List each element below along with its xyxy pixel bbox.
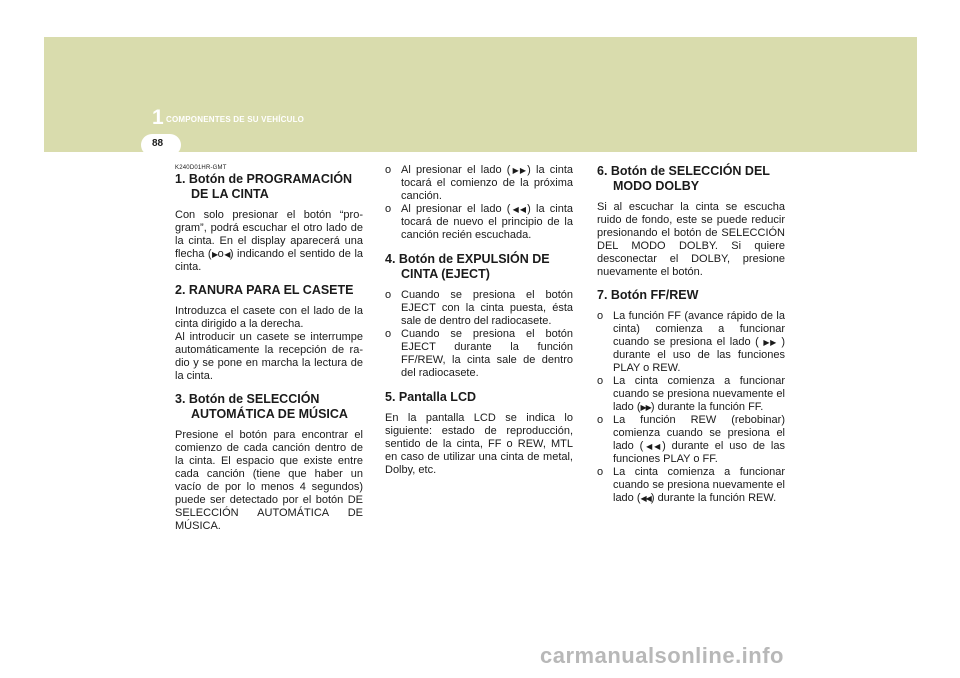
- section-1-title: [175, 172, 363, 202]
- chapter-title: COMPONENTES DE SU VEHÍCULO: [166, 115, 305, 124]
- list-item: [385, 289, 573, 328]
- section-5-text: En la pantalla LCD se indica lo siguiente: estado de reproducción, sentido de la cinta, FF o REW, MTL en caso de utilizar una cinta de metal, Dolby, etc.: [385, 412, 573, 476]
- eject-bullets: [385, 289, 573, 380]
- section-1-text-a: Con solo presionar el botón “pro-gram”, podrá escuchar el otro lado de la cinta. En el display aparecerá una flecha (: [175, 209, 363, 260]
- fast-forward-icon: ▶▶: [640, 403, 651, 412]
- bullet-text-b: ) durante la función REW.: [650, 492, 777, 504]
- section-4-title: [385, 252, 573, 282]
- list-item: [597, 414, 785, 466]
- bullet-text-a: Al presionar el lado (: [401, 164, 511, 176]
- bullet-text-a: Al presionar el lado (: [401, 203, 511, 215]
- list-item: [385, 203, 573, 242]
- section-2-text-2: Al introducir un casete se interrumpe automáticamente la recepción de ra-dio y se pone en marcha la lectura de la cinta.: [175, 331, 363, 382]
- rewind-icon: ◀◀: [643, 442, 663, 451]
- list-item: [597, 375, 785, 414]
- section-6-title-line2: MODO DOLBY: [613, 179, 700, 193]
- section-7-title: 7. Botón FF/REW: [597, 288, 699, 302]
- bullet-text-a: La cinta comienza a funcionar cuando se presiona nuevamente el lado (: [613, 466, 785, 504]
- list-item: [385, 328, 573, 380]
- column-3: [597, 164, 785, 515]
- page-number: 88: [152, 138, 164, 149]
- section-2-text-1: Introduzca el casete con el lado de la cinta dirigido a la derecha.: [175, 305, 363, 330]
- column-2: [385, 164, 573, 486]
- list-item: [597, 310, 785, 375]
- list-item: [597, 466, 785, 505]
- section-1-text: [175, 209, 363, 274]
- section-code: K240D01HR-GMT: [175, 165, 227, 171]
- section-1-title-line2: DE LA CINTA: [191, 187, 269, 201]
- bullet-text-a: La cinta comienza a funcionar cuando se presiona nuevamente el lado (: [613, 375, 785, 413]
- bullet-mark: o: [597, 375, 604, 387]
- bullet-text-b: ) durante la función FF.: [650, 401, 764, 413]
- chapter-number: 1: [152, 106, 164, 129]
- rewind-icon: ◀◀: [640, 494, 651, 503]
- ff-rew-bullets: [597, 310, 785, 505]
- bullet-text-b: ) durante el uso de las funciones PLAY o REW.: [613, 336, 785, 374]
- bullet-mark: o: [385, 328, 392, 340]
- right-arrow-icon: ▶: [211, 250, 218, 259]
- section-3-title: [175, 392, 363, 422]
- bullet-mark: o: [597, 466, 604, 478]
- bullet-mark: o: [385, 203, 392, 215]
- section-3-title-line2: AUTOMÁTICA DE MÚSICA: [191, 407, 348, 421]
- section-4-title-line1: 4. Botón de EXPULSIÓN DE: [385, 252, 550, 266]
- section-6-title: [597, 164, 785, 194]
- bullet-text-b: ) la cinta tocará el comienzo de la próxima canción.: [401, 164, 573, 202]
- bullet-mark: o: [597, 310, 604, 322]
- bullet-mark: o: [385, 289, 392, 301]
- fast-forward-icon: ▶▶: [510, 166, 528, 175]
- bullet-text-a: La función REW (rebobinar) comienza cuando se presiona el lado (: [613, 414, 785, 452]
- rewind-icon: ◀◀: [510, 205, 528, 214]
- section-1-text-o: o: [217, 248, 224, 260]
- section-3-text: Presione el botón para encontrar el comienzo de cada canción dentro de la cinta. El espacio que existe entre cada canción (tiene que haber un vacío de por lo menos 4 segundos) puede ser detectado por el botón DE SELECCIÓN AUTOMÁTICA DE MÚSICA.: [175, 429, 363, 532]
- bullet-text-a: La función FF (avance rápido de la cinta) comienza a funcionar cuando se presiona el lado (: [613, 310, 785, 348]
- left-arrow-icon: ◀: [223, 250, 230, 259]
- bullet-text-b: ) la cinta tocará de nuevo el principio de la canción recién escuchada.: [401, 203, 573, 241]
- section-6-text: Si al escuchar la cinta se escucha ruido de fondo, este se puede reducir presionando el botón de SELECCIÓN DEL MODO DOLBY. Si quiere desconectar el DOLBY, presione nuevamente el botón.: [597, 201, 785, 278]
- section-6-title-line1: 6. Botón de SELECCIÓN DEL: [597, 164, 770, 178]
- section-1-title-line1: 1. Botón de PROGRAMACIÓN: [175, 172, 353, 186]
- list-item: [385, 164, 573, 203]
- bullet-text-b: ) durante el uso de las funciones PLAY o FF.: [613, 440, 785, 465]
- section-1-text-b: ) indicando el sentido de la cinta.: [175, 248, 363, 273]
- watermark: carmanualsonline.info: [540, 643, 784, 668]
- bullet-mark: o: [385, 164, 392, 176]
- column-1: [175, 164, 363, 542]
- section-5-title: 5. Pantalla LCD: [385, 390, 476, 404]
- section-2-title: 2. RANURA PARA EL CASETE: [175, 283, 354, 297]
- fast-forward-icon: ▶▶: [763, 338, 777, 347]
- bullet-text: Cuando se presiona el botón EJECT durante la función FF/REW, la cinta sale de dentro del radiocasete.: [401, 328, 573, 379]
- section-4-title-line2: CINTA (EJECT): [401, 267, 490, 281]
- bullet-text: Cuando se presiona el botón EJECT con la cinta puesta, ésta sale de dentro del radiocasete.: [401, 289, 573, 327]
- section-3-title-line1: 3. Botón de SELECCIÓN: [175, 392, 320, 406]
- track-bullets: [385, 164, 573, 242]
- bullet-mark: o: [597, 414, 604, 426]
